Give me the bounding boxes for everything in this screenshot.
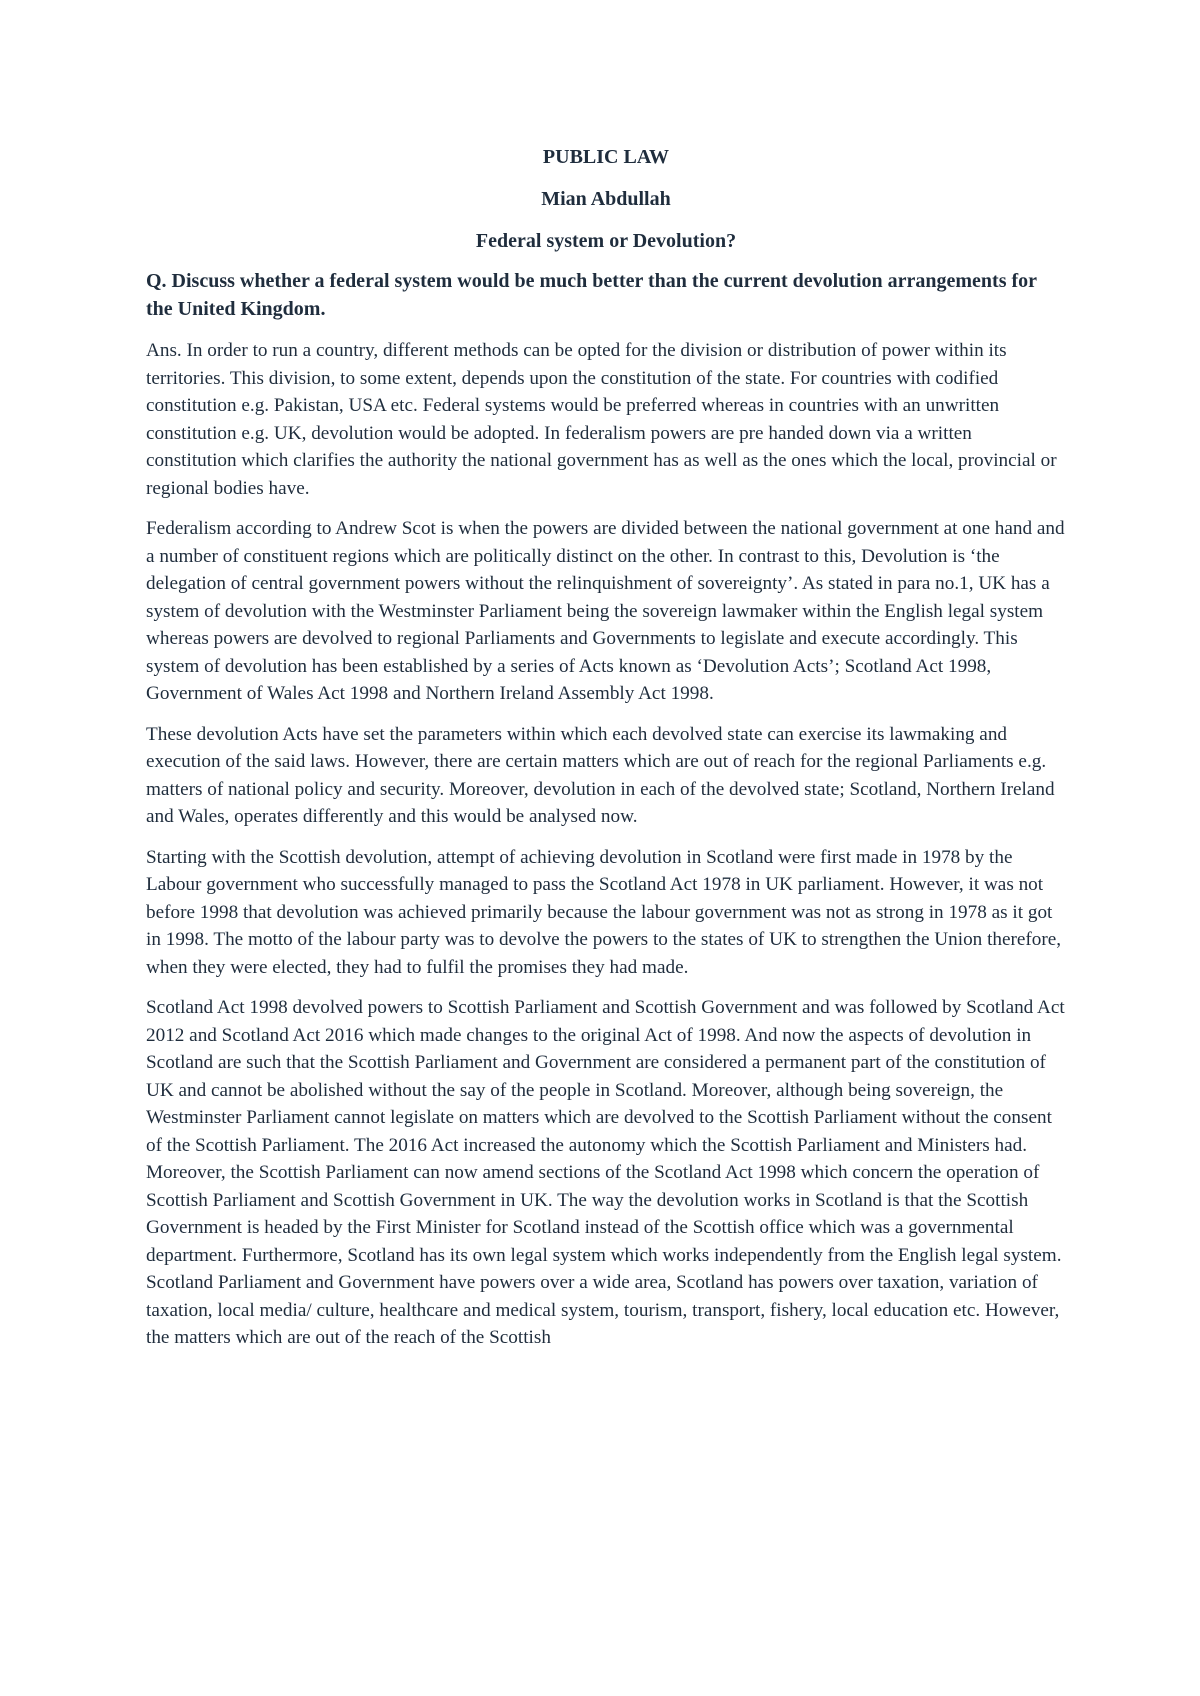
paragraph-2: Federalism according to Andrew Scot is when the powers are divided between the national government at one hand and a number of constituent regions which are politically distinct on the other. In contrast to this, Devolution is ‘the delegation of central government powers without the relinquishment of sovereignty’. As stated in para no.1, UK has a system of devolution with the Westminster Parliament being the sovereign lawmaker within the English legal system whereas powers are devolved to regional Parliaments and Governments to legislate and execute accordingly. This system of devolution has been established by a series of Acts known as ‘Devolution Acts’; Scotland Act 1998, Government of Wales Act 1998 and Northern Ireland Assembly Act 1998.	[146, 518, 1065, 704]
document-author: Mian Abdullah	[541, 188, 671, 210]
document-title: PUBLIC LAW	[542, 146, 670, 168]
paragraph-3: These devolution Acts have set the parameters within which each devolved state can exercise its lawmaking and execution of the said laws. However, there are certain matters which are out of reach for the regional Parliaments e.g. matters of national policy and security. Moreover, devolution in each of the devolved state; Scotland, Northern Ireland and Wales, operates differently and this would be analysed now.	[146, 723, 1055, 827]
paragraph-1: Ans. In order to run a country, different methods can be opted for the division or distribution of power within its territories. This division, to some extent, depends upon the constitution of the state. For countries with codified constitution e.g. Pakistan, USA etc. Federal systems would be preferred whereas in countries with an unwritten constitution e.g. UK, devolution would be adopted. In federalism powers are pre handed down via a written constitution which clarifies the authority the national government has as well as the ones which the local, provincial or regional bodies have.	[146, 340, 1057, 499]
paragraph-4: Starting with the Scottish devolution, attempt of achieving devolution in Scotland were first made in 1978 by the Labour government who successfully managed to pass the Scotland Act 1978 in UK parliament. However, it was not before 1998 that devolution was achieved primarily because the labour government was not as strong in 1978 as it got in 1998. The motto of the labour party was to devolve the powers to the states of UK to strengthen the Union therefore, when they were elected, they had to fulfil the promises they had made.	[146, 846, 1062, 978]
document-content	[146, 144, 1066, 1365]
essay-question: Q. Discuss whether a federal system would be much better than the current devolution arrangements for the United Kingdom.	[146, 270, 1037, 320]
paragraph-5: Scotland Act 1998 devolved powers to Scottish Parliament and Scottish Government and was followed by Scotland Act 2012 and Scotland Act 2016 which made changes to the original Act of 1998. And now the aspects of devolution in Scotland are such that the Scottish Parliament and Government are considered a permanent part of the constitution of UK and cannot be abolished without the say of the people in Scotland. Moreover, although being sovereign, the Westminster Parliament cannot legislate on matters which are devolved to the Scottish Parliament without the consent of the Scottish Parliament. The 2016 Act increased the autonomy which the Scottish Parliament and Ministers had. Moreover, the Scottish Parliament can now amend sections of the Scotland Act 1998 which concern the operation of Scottish Parliament and Scottish Government in UK. The way the devolution works in Scotland is that the Scottish Government is headed by the First Minister for Scotland instead of the Scottish office which was a governmental department. Furthermore, Scotland has its own legal system which works independently from the English legal system. Scotland Parliament and Government have powers over a wide area, Scotland has powers over taxation, variation of taxation, local media/ culture, healthcare and medical system, tourism, transport, fishery, local education etc. However, the matters which are out of the reach of the Scottish	[146, 997, 1065, 1348]
document-subtitle: Federal system or Devolution?	[475, 230, 737, 252]
